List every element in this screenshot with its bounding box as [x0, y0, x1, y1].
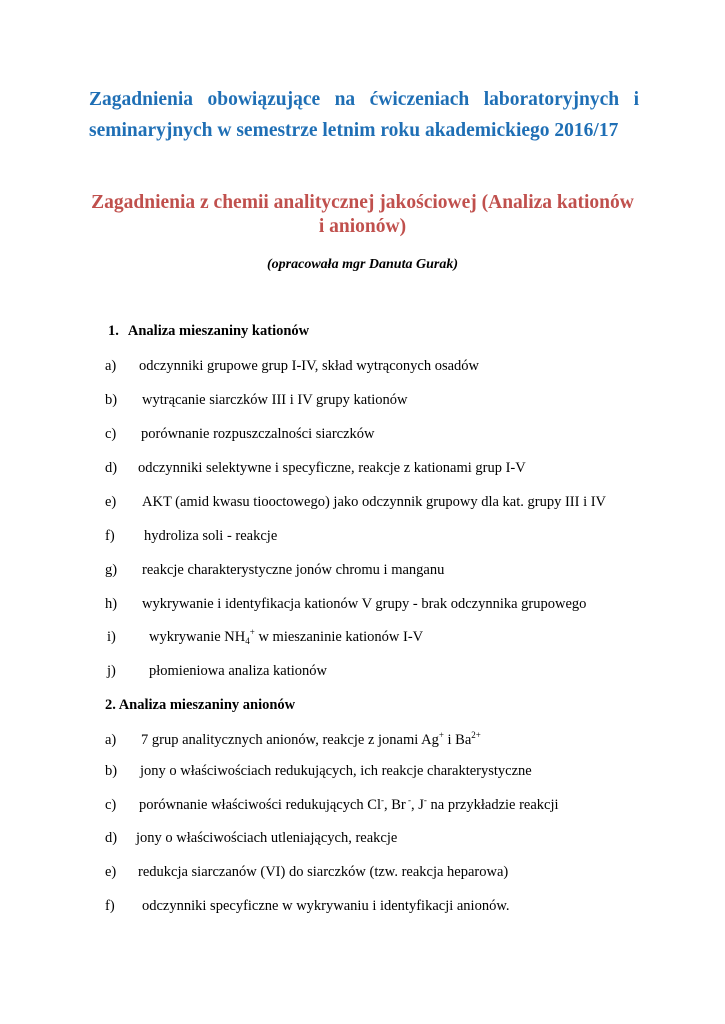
list-marker: d) [105, 830, 118, 846]
list-marker: a) [105, 358, 117, 374]
list-item [105, 561, 444, 579]
list-item [105, 459, 526, 477]
list-item [105, 897, 510, 915]
list-marker: d) [105, 460, 118, 476]
title-line-1: Zagadnienia obowiązujące na ćwiczeniach laboratoryjnych i [89, 89, 639, 110]
list-item-text: redukcja siarczanów (VI) do siarczków (tzw. reakcja heparowa) [138, 864, 509, 880]
list-marker: e) [105, 864, 117, 880]
list-item-text: wykrywanie NH [149, 629, 246, 645]
section-1-heading [108, 322, 309, 340]
superscript: - [405, 795, 411, 805]
list-item-text: porównanie właściwości redukujących Cl [139, 797, 381, 813]
list-item-text: 7 grup analitycznych anionów, reakcje z jonami Ag [141, 732, 439, 748]
subscript: 4 [245, 636, 250, 646]
list-marker: c) [105, 426, 117, 442]
section-1-number: 1. [108, 323, 119, 339]
list-item-text: wytrącanie siarczków III i IV grupy kationów [142, 392, 408, 408]
list-item-text: AKT (amid kwasu tiooctowego) jako odczynnik grupowy dla kat. grupy III i IV [142, 494, 607, 510]
list-item-text: porównanie rozpuszczalności siarczków [141, 426, 375, 442]
superscript: - [423, 795, 427, 805]
list-marker: b) [105, 763, 118, 779]
list-item-text: , Br [384, 797, 406, 813]
list-item-text: hydroliza soli - reakcje [144, 528, 278, 544]
list-item-text: płomieniowa analiza kationów [149, 663, 327, 679]
section-1-title: Analiza mieszaniny kationów [127, 323, 310, 339]
list-marker: a) [105, 732, 117, 748]
list-marker: g) [105, 562, 118, 578]
superscript: + [438, 730, 444, 740]
document-subtitle [80, 191, 645, 239]
list-item-text: reakcje charakterystyczne jonów chromu i manganu [142, 562, 445, 578]
list-item-text: odczynniki selektywne i specyficzne, reakcje z kationami grup I-V [138, 460, 526, 476]
list-item-text: wykrywanie i identyfikacja kationów V grupy - brak odczynnika grupowego [142, 596, 587, 612]
author-credit: (opracowała mgr Danuta Gurak) [267, 257, 458, 272]
list-marker: c) [105, 797, 117, 813]
list-item [105, 731, 481, 749]
list-item-text: odczynniki grupowe grup I-IV, skład wytrąconych osadów [139, 358, 479, 374]
title-line-2: seminaryjnych w semestrze letnim roku akademickiego 2016/17 [89, 120, 619, 141]
superscript: + [249, 627, 255, 637]
list-item [105, 762, 532, 780]
list-item [105, 796, 559, 814]
list-item-text: i Ba [443, 732, 472, 748]
subtitle-line-1: Zagadnienia z chemii analitycznej jakościowej (Analiza kationów [91, 192, 634, 213]
list-item [105, 425, 375, 443]
list-item-text: jony o właściwościach redukujących, ich reakcje charakterystyczne [140, 763, 532, 779]
list-marker: h) [105, 596, 118, 612]
list-item-text: , J [411, 797, 424, 813]
list-marker: j) [107, 663, 116, 679]
list-item [105, 391, 407, 409]
list-item-text: na przykładzie reakcji [426, 797, 559, 813]
list-item [105, 863, 508, 881]
list-item [105, 527, 277, 545]
list-item [105, 829, 397, 847]
list-item [105, 628, 423, 646]
list-item-text: jony o właściwościach utleniających, reakcje [136, 830, 398, 846]
list-item [105, 493, 606, 511]
list-marker: i) [107, 629, 116, 645]
list-item [105, 357, 479, 375]
subtitle-line-2: i anionów) [318, 216, 407, 237]
list-item-text: w mieszaninie kationów I-V [254, 629, 424, 645]
superscript: 2+ [471, 730, 481, 740]
list-item-text: odczynniki specyficzne w wykrywaniu i identyfikacji anionów. [142, 898, 510, 914]
superscript: - [381, 795, 384, 805]
list-item [105, 662, 327, 680]
list-marker: e) [105, 494, 117, 510]
list-marker: f) [105, 528, 115, 544]
list-item [105, 595, 586, 613]
section-2-heading: 2. Analiza mieszaniny anionów [105, 697, 296, 713]
list-marker: b) [105, 392, 118, 408]
list-marker: f) [105, 898, 115, 914]
document-title [89, 84, 639, 146]
